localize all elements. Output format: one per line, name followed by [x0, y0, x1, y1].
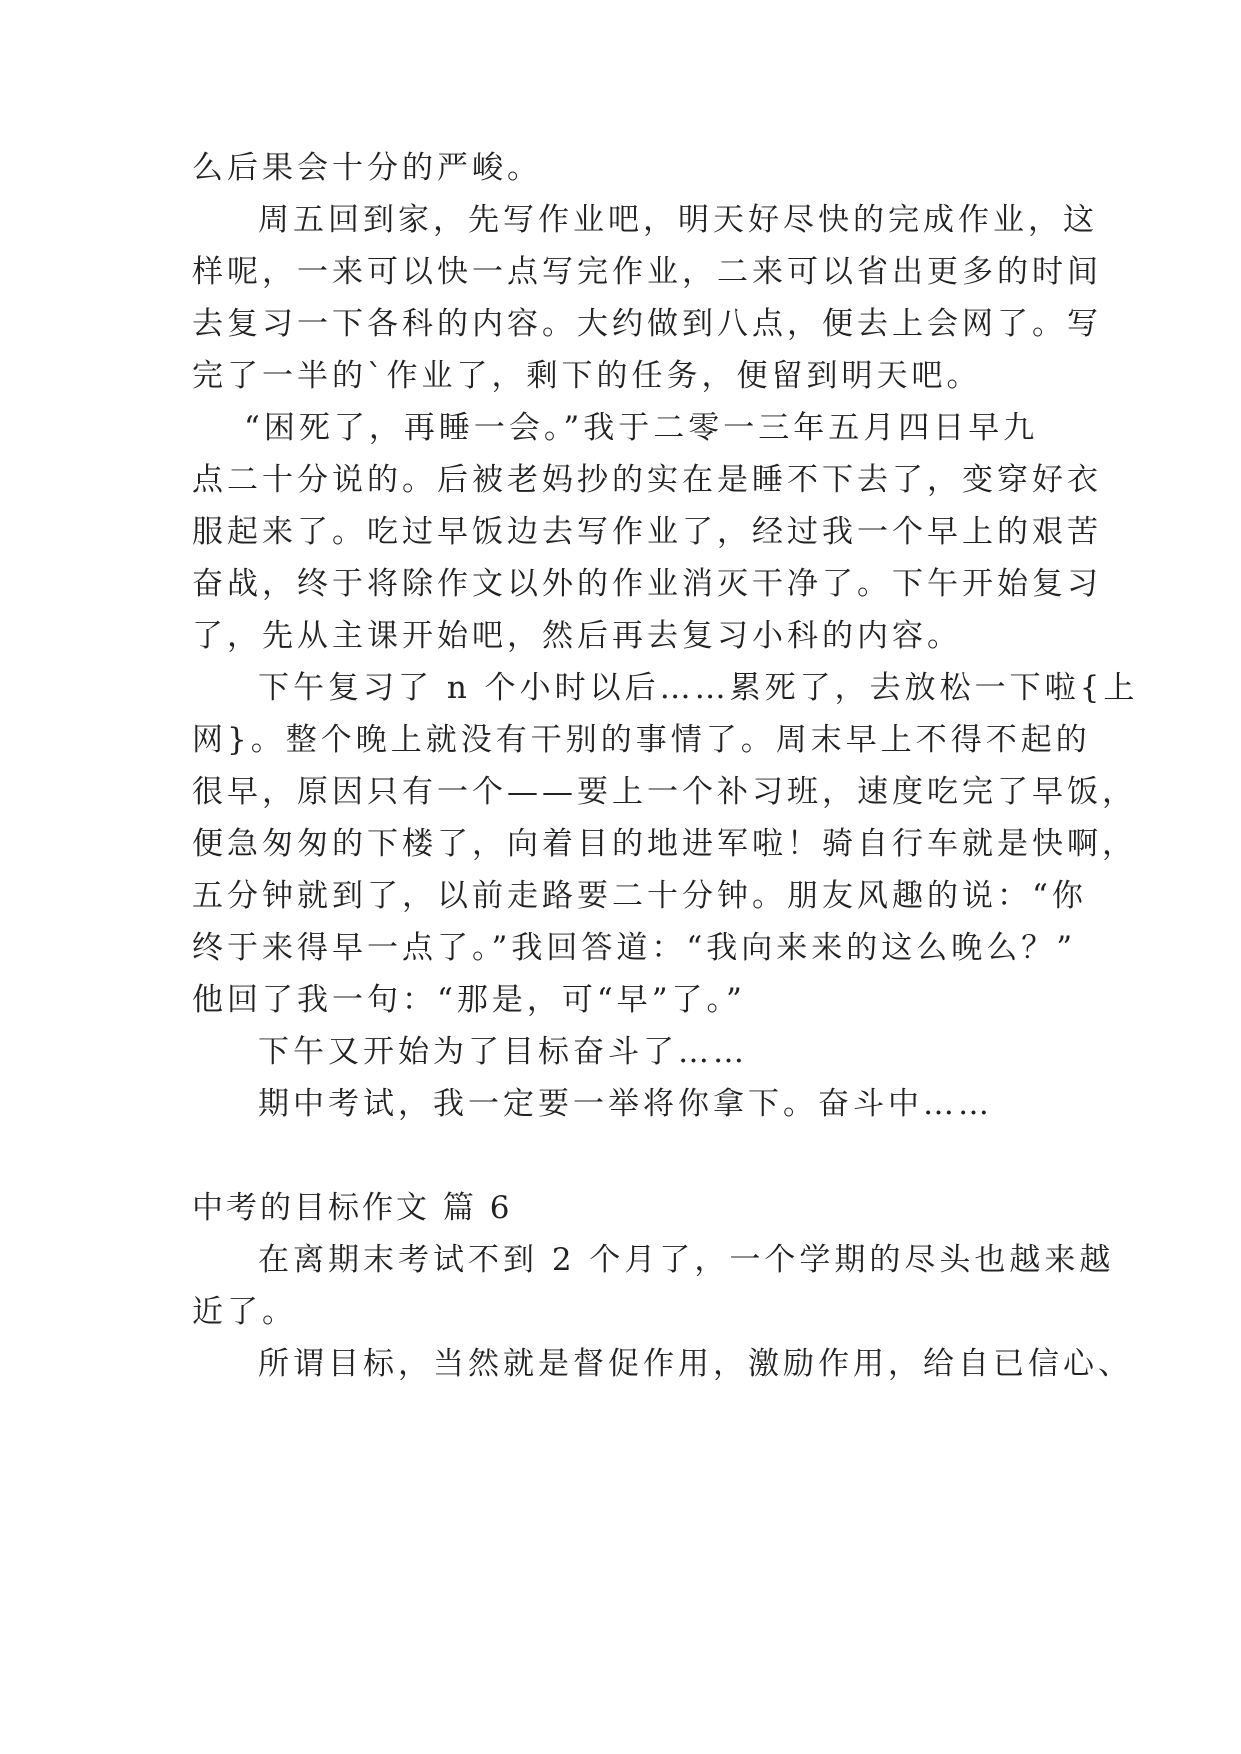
text-line: 他回了我一句：“那是，可“早”了。”	[192, 982, 746, 1018]
paragraph-first-line: 下午复习了 n 个小时以后……累死了，去放松一下啦{上	[258, 670, 1139, 706]
text-line: 奋战，终于将除作文以外的作业消灭干净了。下午开始复习	[192, 566, 1102, 602]
text-line: 样呢，一来可以快一点写完作业，二来可以省出更多的时间	[192, 254, 1102, 290]
paragraph-first-line: 周五回到家，先写作业吧，明天好尽快的完成作业，这	[258, 202, 1098, 238]
paragraph-first-line: 下午又开始为了目标奋斗了……	[258, 1034, 748, 1070]
text-line: 终于来得早一点了。”我回答道：“我向来来的这么晚么？”	[192, 930, 1077, 966]
text-line: 点二十分说的。后被老妈抄的实在是睡不下去了，变穿好衣	[192, 462, 1102, 498]
text-line: 去复习一下各科的内容。大约做到八点，便去上会网了。写	[192, 306, 1102, 342]
text-line: 了，先从主课开始吧，然后再去复习小科的内容。	[192, 618, 962, 654]
text-line: 服起来了。吃过早饭边去写作业了，经过我一个早上的艰苦	[192, 514, 1102, 550]
paragraph-first-line: 期中考试，我一定要一举将你拿下。奋斗中……	[258, 1086, 993, 1122]
paragraph-first-line: “困死了，再睡一会。”我于二零一三年五月四日早九	[244, 410, 1039, 446]
text-line: 完了一半的`作业了，剩下的任务，便留到明天吧。	[192, 358, 982, 394]
text-line: 五分钟就到了，以前走路要二十分钟。朋友风趣的说：“你	[192, 878, 1087, 914]
text-line: 网}。整个晚上就没有干别的事情了。周末早上不得不起的	[192, 722, 1091, 758]
text-line: 么后果会十分的严峻。	[192, 150, 542, 186]
text-line: 近了。	[192, 1294, 297, 1330]
section-heading: 中考的目标作文 篇 6	[192, 1190, 513, 1226]
text-line: 很早，原因只有一个——要上一个补习班，速度吃完了早饭，	[192, 774, 1137, 810]
paragraph-first-line: 在离期末考试不到 2 个月了，一个学期的尽头也越来越	[258, 1242, 1115, 1278]
text-line: 便急匆匆的下楼了，向着目的地进军啦！骑自行车就是快啊，	[192, 826, 1137, 862]
paragraph-first-line: 所谓目标，当然就是督促作用，激励作用，给自已信心、	[258, 1346, 1133, 1382]
